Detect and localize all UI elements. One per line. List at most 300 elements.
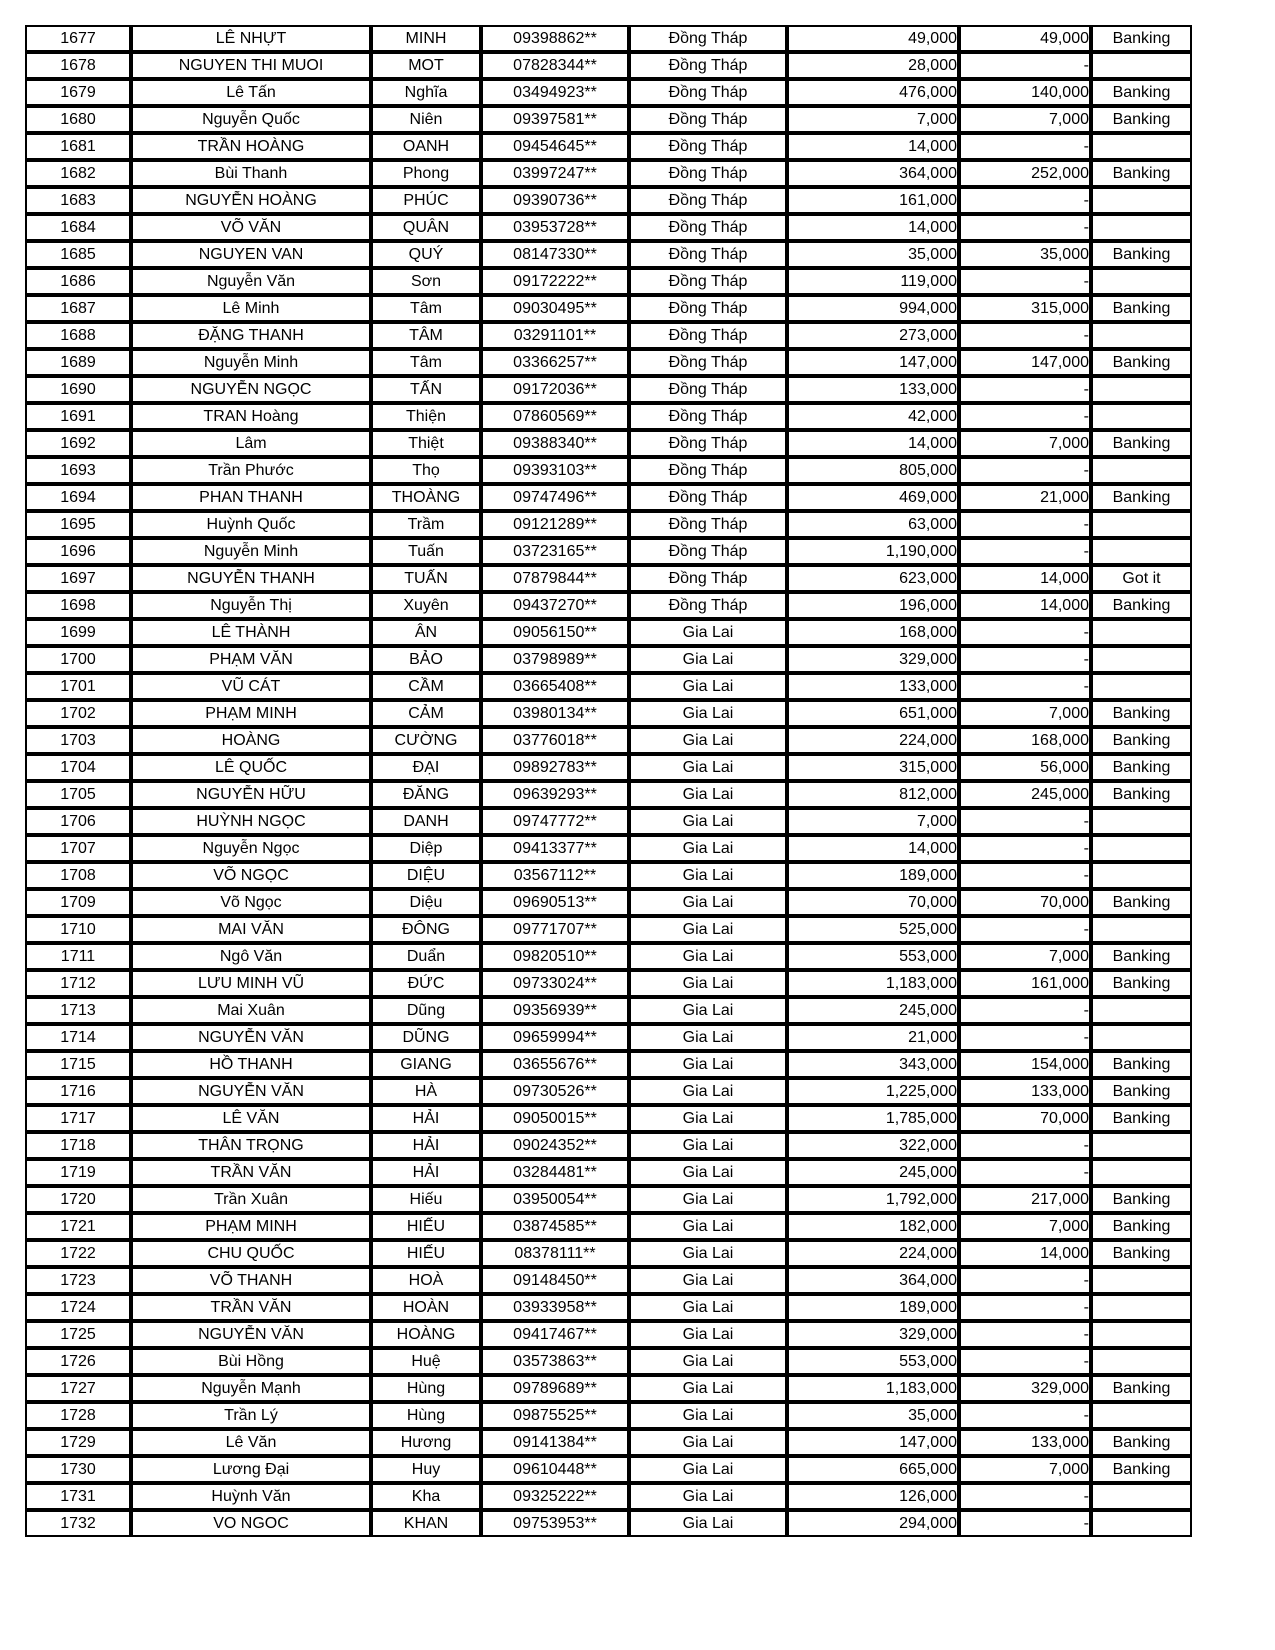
row-id-cell: 1704 xyxy=(25,754,131,781)
phone-cell: 03776018** xyxy=(481,727,629,754)
first-name-cell: VŨ CÁT xyxy=(131,673,371,700)
first-name-cell: PHẠM VĂN xyxy=(131,646,371,673)
paid-amount-cell: 7,000 xyxy=(959,943,1091,970)
table-row xyxy=(25,619,1192,646)
last-name-cell: HOÀN xyxy=(371,1294,481,1321)
table-row xyxy=(25,646,1192,673)
last-name-cell: OANH xyxy=(371,133,481,160)
first-name-cell: Lâm xyxy=(131,430,371,457)
province-cell: Gia Lai xyxy=(629,862,787,889)
row-id-cell: 1720 xyxy=(25,1186,131,1213)
province-cell: Gia Lai xyxy=(629,1321,787,1348)
province-cell: Đồng Tháp xyxy=(629,214,787,241)
first-name-cell: Trần Xuân xyxy=(131,1186,371,1213)
paid-amount-cell: - xyxy=(959,916,1091,943)
last-name-cell: TUẤN xyxy=(371,565,481,592)
last-name-cell: HÀ xyxy=(371,1078,481,1105)
province-cell: Gia Lai xyxy=(629,1105,787,1132)
status-cell xyxy=(1091,916,1192,943)
paid-amount-cell: - xyxy=(959,646,1091,673)
amount-cell: 14,000 xyxy=(787,835,959,862)
status-cell: Banking xyxy=(1091,1051,1192,1078)
amount-cell: 35,000 xyxy=(787,241,959,268)
first-name-cell: ĐẶNG THANH xyxy=(131,322,371,349)
paid-amount-cell: - xyxy=(959,538,1091,565)
last-name-cell: Sơn xyxy=(371,268,481,295)
amount-cell: 70,000 xyxy=(787,889,959,916)
phone-cell: 09397581** xyxy=(481,106,629,133)
first-name-cell: Nguyễn Thị xyxy=(131,592,371,619)
amount-cell: 294,000 xyxy=(787,1510,959,1537)
status-cell xyxy=(1091,1267,1192,1294)
row-id-cell: 1707 xyxy=(25,835,131,862)
table-row xyxy=(25,538,1192,565)
province-cell: Gia Lai xyxy=(629,1375,787,1402)
paid-amount-cell: 7,000 xyxy=(959,700,1091,727)
table-row xyxy=(25,52,1192,79)
phone-cell: 03665408** xyxy=(481,673,629,700)
phone-cell: 08378111** xyxy=(481,1240,629,1267)
province-cell: Gia Lai xyxy=(629,1456,787,1483)
amount-cell: 182,000 xyxy=(787,1213,959,1240)
province-cell: Gia Lai xyxy=(629,781,787,808)
status-cell: Banking xyxy=(1091,970,1192,997)
province-cell: Gia Lai xyxy=(629,889,787,916)
first-name-cell: CHU QUỐC xyxy=(131,1240,371,1267)
last-name-cell: KHAN xyxy=(371,1510,481,1537)
last-name-cell: CẢM xyxy=(371,700,481,727)
phone-cell: 03953728** xyxy=(481,214,629,241)
amount-cell: 28,000 xyxy=(787,52,959,79)
province-cell: Đồng Tháp xyxy=(629,295,787,322)
status-cell xyxy=(1091,646,1192,673)
amount-cell: 1,225,000 xyxy=(787,1078,959,1105)
phone-cell: 03950054** xyxy=(481,1186,629,1213)
status-cell xyxy=(1091,376,1192,403)
table-row xyxy=(25,511,1192,538)
amount-cell: 119,000 xyxy=(787,268,959,295)
status-cell xyxy=(1091,403,1192,430)
paid-amount-cell: 49,000 xyxy=(959,25,1091,52)
first-name-cell: LÊ VĂN xyxy=(131,1105,371,1132)
province-cell: Đồng Tháp xyxy=(629,25,787,52)
amount-cell: 245,000 xyxy=(787,1159,959,1186)
last-name-cell: Thọ xyxy=(371,457,481,484)
paid-amount-cell: - xyxy=(959,214,1091,241)
province-cell: Gia Lai xyxy=(629,1267,787,1294)
phone-cell: 09050015** xyxy=(481,1105,629,1132)
province-cell: Đồng Tháp xyxy=(629,133,787,160)
amount-cell: 1,190,000 xyxy=(787,538,959,565)
row-id-cell: 1687 xyxy=(25,295,131,322)
table-row xyxy=(25,133,1192,160)
paid-amount-cell: - xyxy=(959,403,1091,430)
first-name-cell: NGUYỄN NGỌC xyxy=(131,376,371,403)
table-row xyxy=(25,214,1192,241)
province-cell: Gia Lai xyxy=(629,1510,787,1537)
paid-amount-cell: 252,000 xyxy=(959,160,1091,187)
paid-amount-cell: - xyxy=(959,187,1091,214)
status-cell: Banking xyxy=(1091,79,1192,106)
phone-cell: 09398862** xyxy=(481,25,629,52)
table-row xyxy=(25,1510,1192,1537)
last-name-cell: Diệu xyxy=(371,889,481,916)
paid-amount-cell: 147,000 xyxy=(959,349,1091,376)
table-row xyxy=(25,1348,1192,1375)
last-name-cell: CƯỜNG xyxy=(371,727,481,754)
first-name-cell: LÊ NHỰT xyxy=(131,25,371,52)
province-cell: Gia Lai xyxy=(629,1024,787,1051)
row-id-cell: 1680 xyxy=(25,106,131,133)
status-cell xyxy=(1091,1159,1192,1186)
last-name-cell: CẦM xyxy=(371,673,481,700)
amount-cell: 476,000 xyxy=(787,79,959,106)
table-row xyxy=(25,268,1192,295)
first-name-cell: Nguyễn Ngọc xyxy=(131,835,371,862)
status-cell: Banking xyxy=(1091,754,1192,781)
first-name-cell: PHẠM MINH xyxy=(131,1213,371,1240)
amount-cell: 49,000 xyxy=(787,25,959,52)
province-cell: Gia Lai xyxy=(629,808,787,835)
province-cell: Gia Lai xyxy=(629,700,787,727)
paid-amount-cell: 245,000 xyxy=(959,781,1091,808)
phone-cell: 09417467** xyxy=(481,1321,629,1348)
last-name-cell: Thiện xyxy=(371,403,481,430)
row-id-cell: 1728 xyxy=(25,1402,131,1429)
row-id-cell: 1688 xyxy=(25,322,131,349)
row-id-cell: 1684 xyxy=(25,214,131,241)
last-name-cell: Nghĩa xyxy=(371,79,481,106)
last-name-cell: DIỆU xyxy=(371,862,481,889)
last-name-cell: HIẾU xyxy=(371,1240,481,1267)
first-name-cell: NGUYỄN HỮU xyxy=(131,781,371,808)
phone-cell: 09610448** xyxy=(481,1456,629,1483)
phone-cell: 03874585** xyxy=(481,1213,629,1240)
table-row xyxy=(25,25,1192,52)
row-id-cell: 1694 xyxy=(25,484,131,511)
phone-cell: 09753953** xyxy=(481,1510,629,1537)
table-row xyxy=(25,160,1192,187)
paid-amount-cell: 154,000 xyxy=(959,1051,1091,1078)
status-cell xyxy=(1091,862,1192,889)
table-row xyxy=(25,970,1192,997)
paid-amount-cell: - xyxy=(959,1510,1091,1537)
last-name-cell: HẢI xyxy=(371,1159,481,1186)
table-row xyxy=(25,1132,1192,1159)
last-name-cell: Phong xyxy=(371,160,481,187)
amount-cell: 168,000 xyxy=(787,619,959,646)
table-row xyxy=(25,106,1192,133)
first-name-cell: Nguyễn Văn xyxy=(131,268,371,295)
status-cell xyxy=(1091,133,1192,160)
status-cell: Got it xyxy=(1091,565,1192,592)
row-id-cell: 1711 xyxy=(25,943,131,970)
province-cell: Đồng Tháp xyxy=(629,322,787,349)
phone-cell: 09325222** xyxy=(481,1483,629,1510)
first-name-cell: LÊ THÀNH xyxy=(131,619,371,646)
paid-amount-cell: - xyxy=(959,619,1091,646)
amount-cell: 1,183,000 xyxy=(787,1375,959,1402)
first-name-cell: Nguyễn Mạnh xyxy=(131,1375,371,1402)
province-cell: Gia Lai xyxy=(629,1429,787,1456)
phone-cell: 09747496** xyxy=(481,484,629,511)
paid-amount-cell: - xyxy=(959,511,1091,538)
first-name-cell: HOÀNG xyxy=(131,727,371,754)
amount-cell: 1,183,000 xyxy=(787,970,959,997)
status-cell xyxy=(1091,1321,1192,1348)
paid-amount-cell: 70,000 xyxy=(959,1105,1091,1132)
table-row xyxy=(25,1051,1192,1078)
table-row xyxy=(25,1294,1192,1321)
paid-amount-cell: - xyxy=(959,133,1091,160)
paid-amount-cell: - xyxy=(959,673,1091,700)
table-row xyxy=(25,835,1192,862)
province-cell: Đồng Tháp xyxy=(629,268,787,295)
last-name-cell: QUÝ xyxy=(371,241,481,268)
first-name-cell: TRAN Hoàng xyxy=(131,403,371,430)
last-name-cell: Hương xyxy=(371,1429,481,1456)
row-id-cell: 1731 xyxy=(25,1483,131,1510)
province-cell: Gia Lai xyxy=(629,1078,787,1105)
status-cell xyxy=(1091,1483,1192,1510)
row-id-cell: 1689 xyxy=(25,349,131,376)
amount-cell: 525,000 xyxy=(787,916,959,943)
last-name-cell: HẢI xyxy=(371,1132,481,1159)
status-cell xyxy=(1091,268,1192,295)
province-cell: Đồng Tháp xyxy=(629,403,787,430)
row-id-cell: 1685 xyxy=(25,241,131,268)
row-id-cell: 1717 xyxy=(25,1105,131,1132)
phone-cell: 08147330** xyxy=(481,241,629,268)
status-cell xyxy=(1091,619,1192,646)
row-id-cell: 1721 xyxy=(25,1213,131,1240)
first-name-cell: TRẦN VĂN xyxy=(131,1294,371,1321)
row-id-cell: 1709 xyxy=(25,889,131,916)
table-row xyxy=(25,1240,1192,1267)
first-name-cell: Trần Lý xyxy=(131,1402,371,1429)
amount-cell: 994,000 xyxy=(787,295,959,322)
status-cell: Banking xyxy=(1091,592,1192,619)
status-cell xyxy=(1091,1402,1192,1429)
status-cell xyxy=(1091,187,1192,214)
phone-cell: 09771707** xyxy=(481,916,629,943)
last-name-cell: Dũng xyxy=(371,997,481,1024)
status-cell xyxy=(1091,322,1192,349)
status-cell xyxy=(1091,997,1192,1024)
status-cell xyxy=(1091,538,1192,565)
row-id-cell: 1732 xyxy=(25,1510,131,1537)
first-name-cell: Lê Tấn xyxy=(131,79,371,106)
row-id-cell: 1729 xyxy=(25,1429,131,1456)
province-cell: Gia Lai xyxy=(629,916,787,943)
paid-amount-cell: - xyxy=(959,862,1091,889)
status-cell xyxy=(1091,511,1192,538)
province-cell: Đồng Tháp xyxy=(629,565,787,592)
amount-cell: 1,792,000 xyxy=(787,1186,959,1213)
paid-amount-cell: 329,000 xyxy=(959,1375,1091,1402)
first-name-cell: Võ Ngọc xyxy=(131,889,371,916)
province-cell: Đồng Tháp xyxy=(629,430,787,457)
province-cell: Gia Lai xyxy=(629,970,787,997)
province-cell: Đồng Tháp xyxy=(629,592,787,619)
table-row xyxy=(25,997,1192,1024)
table-row xyxy=(25,565,1192,592)
last-name-cell: HOÀ xyxy=(371,1267,481,1294)
phone-cell: 03573863** xyxy=(481,1348,629,1375)
paid-amount-cell: 315,000 xyxy=(959,295,1091,322)
province-cell: Gia Lai xyxy=(629,727,787,754)
row-id-cell: 1705 xyxy=(25,781,131,808)
amount-cell: 14,000 xyxy=(787,214,959,241)
phone-cell: 03291101** xyxy=(481,322,629,349)
last-name-cell: Tâm xyxy=(371,295,481,322)
row-id-cell: 1697 xyxy=(25,565,131,592)
last-name-cell: ĐẠI xyxy=(371,754,481,781)
phone-cell: 09437270** xyxy=(481,592,629,619)
amount-cell: 812,000 xyxy=(787,781,959,808)
paid-amount-cell: - xyxy=(959,835,1091,862)
last-name-cell: Huệ xyxy=(371,1348,481,1375)
last-name-cell: TÂM xyxy=(371,322,481,349)
phone-cell: 09024352** xyxy=(481,1132,629,1159)
phone-cell: 03567112** xyxy=(481,862,629,889)
status-cell: Banking xyxy=(1091,1078,1192,1105)
paid-amount-cell: 21,000 xyxy=(959,484,1091,511)
table-row xyxy=(25,322,1192,349)
table-row xyxy=(25,1456,1192,1483)
amount-cell: 133,000 xyxy=(787,376,959,403)
paid-amount-cell: - xyxy=(959,268,1091,295)
table-row xyxy=(25,1429,1192,1456)
last-name-cell: ĐÔNG xyxy=(371,916,481,943)
table-row xyxy=(25,1375,1192,1402)
province-cell: Đồng Tháp xyxy=(629,52,787,79)
row-id-cell: 1726 xyxy=(25,1348,131,1375)
amount-cell: 364,000 xyxy=(787,1267,959,1294)
table-row xyxy=(25,1321,1192,1348)
amount-cell: 147,000 xyxy=(787,1429,959,1456)
records-table xyxy=(25,25,1192,1537)
first-name-cell: PHAN THANH xyxy=(131,484,371,511)
row-id-cell: 1714 xyxy=(25,1024,131,1051)
phone-cell: 09639293** xyxy=(481,781,629,808)
last-name-cell: ĐĂNG xyxy=(371,781,481,808)
status-cell: Banking xyxy=(1091,160,1192,187)
table-row xyxy=(25,943,1192,970)
table-row xyxy=(25,457,1192,484)
table-row xyxy=(25,484,1192,511)
status-cell: Banking xyxy=(1091,25,1192,52)
row-id-cell: 1682 xyxy=(25,160,131,187)
status-cell: Banking xyxy=(1091,889,1192,916)
phone-cell: 09356939** xyxy=(481,997,629,1024)
first-name-cell: Ngô Văn xyxy=(131,943,371,970)
first-name-cell: Nguyễn Quốc xyxy=(131,106,371,133)
paid-amount-cell: 70,000 xyxy=(959,889,1091,916)
row-id-cell: 1719 xyxy=(25,1159,131,1186)
last-name-cell: ĐỨC xyxy=(371,970,481,997)
last-name-cell: Tuấn xyxy=(371,538,481,565)
phone-cell: 09148450** xyxy=(481,1267,629,1294)
row-id-cell: 1702 xyxy=(25,700,131,727)
province-cell: Đồng Tháp xyxy=(629,160,787,187)
row-id-cell: 1691 xyxy=(25,403,131,430)
province-cell: Gia Lai xyxy=(629,1186,787,1213)
amount-cell: 1,785,000 xyxy=(787,1105,959,1132)
phone-cell: 09789689** xyxy=(481,1375,629,1402)
table-row xyxy=(25,1105,1192,1132)
amount-cell: 553,000 xyxy=(787,1348,959,1375)
amount-cell: 189,000 xyxy=(787,862,959,889)
row-id-cell: 1706 xyxy=(25,808,131,835)
phone-cell: 09056150** xyxy=(481,619,629,646)
province-cell: Đồng Tháp xyxy=(629,241,787,268)
status-cell: Banking xyxy=(1091,727,1192,754)
amount-cell: 189,000 xyxy=(787,1294,959,1321)
phone-cell: 09141384** xyxy=(481,1429,629,1456)
phone-cell: 07828344** xyxy=(481,52,629,79)
last-name-cell: HẢI xyxy=(371,1105,481,1132)
amount-cell: 245,000 xyxy=(787,997,959,1024)
amount-cell: 147,000 xyxy=(787,349,959,376)
last-name-cell: Hùng xyxy=(371,1375,481,1402)
paid-amount-cell: 14,000 xyxy=(959,1240,1091,1267)
paid-amount-cell: 35,000 xyxy=(959,241,1091,268)
phone-cell: 09733024** xyxy=(481,970,629,997)
phone-cell: 07860569** xyxy=(481,403,629,430)
phone-cell: 09390736** xyxy=(481,187,629,214)
table-row xyxy=(25,1483,1192,1510)
last-name-cell: DANH xyxy=(371,808,481,835)
first-name-cell: Mai Xuân xyxy=(131,997,371,1024)
first-name-cell: Bùi Hồng xyxy=(131,1348,371,1375)
province-cell: Gia Lai xyxy=(629,835,787,862)
phone-cell: 09820510** xyxy=(481,943,629,970)
table-row xyxy=(25,781,1192,808)
amount-cell: 224,000 xyxy=(787,727,959,754)
paid-amount-cell: 7,000 xyxy=(959,1456,1091,1483)
table-row xyxy=(25,376,1192,403)
first-name-cell: LÊ QUỐC xyxy=(131,754,371,781)
paid-amount-cell: - xyxy=(959,1294,1091,1321)
row-id-cell: 1710 xyxy=(25,916,131,943)
status-cell: Banking xyxy=(1091,1186,1192,1213)
province-cell: Gia Lai xyxy=(629,1294,787,1321)
amount-cell: 665,000 xyxy=(787,1456,959,1483)
first-name-cell: Nguyễn Minh xyxy=(131,538,371,565)
paid-amount-cell: 7,000 xyxy=(959,1213,1091,1240)
status-cell xyxy=(1091,1024,1192,1051)
last-name-cell: Hùng xyxy=(371,1402,481,1429)
table-row xyxy=(25,862,1192,889)
amount-cell: 805,000 xyxy=(787,457,959,484)
row-id-cell: 1690 xyxy=(25,376,131,403)
row-id-cell: 1723 xyxy=(25,1267,131,1294)
province-cell: Đồng Tháp xyxy=(629,349,787,376)
status-cell: Banking xyxy=(1091,700,1192,727)
amount-cell: 14,000 xyxy=(787,133,959,160)
phone-cell: 09413377** xyxy=(481,835,629,862)
first-name-cell: Lê Văn xyxy=(131,1429,371,1456)
row-id-cell: 1696 xyxy=(25,538,131,565)
row-id-cell: 1686 xyxy=(25,268,131,295)
last-name-cell: Duẩn xyxy=(371,943,481,970)
table-row xyxy=(25,673,1192,700)
first-name-cell: VÕ NGỌC xyxy=(131,862,371,889)
row-id-cell: 1679 xyxy=(25,79,131,106)
last-name-cell: Huy xyxy=(371,1456,481,1483)
table-row xyxy=(25,1267,1192,1294)
